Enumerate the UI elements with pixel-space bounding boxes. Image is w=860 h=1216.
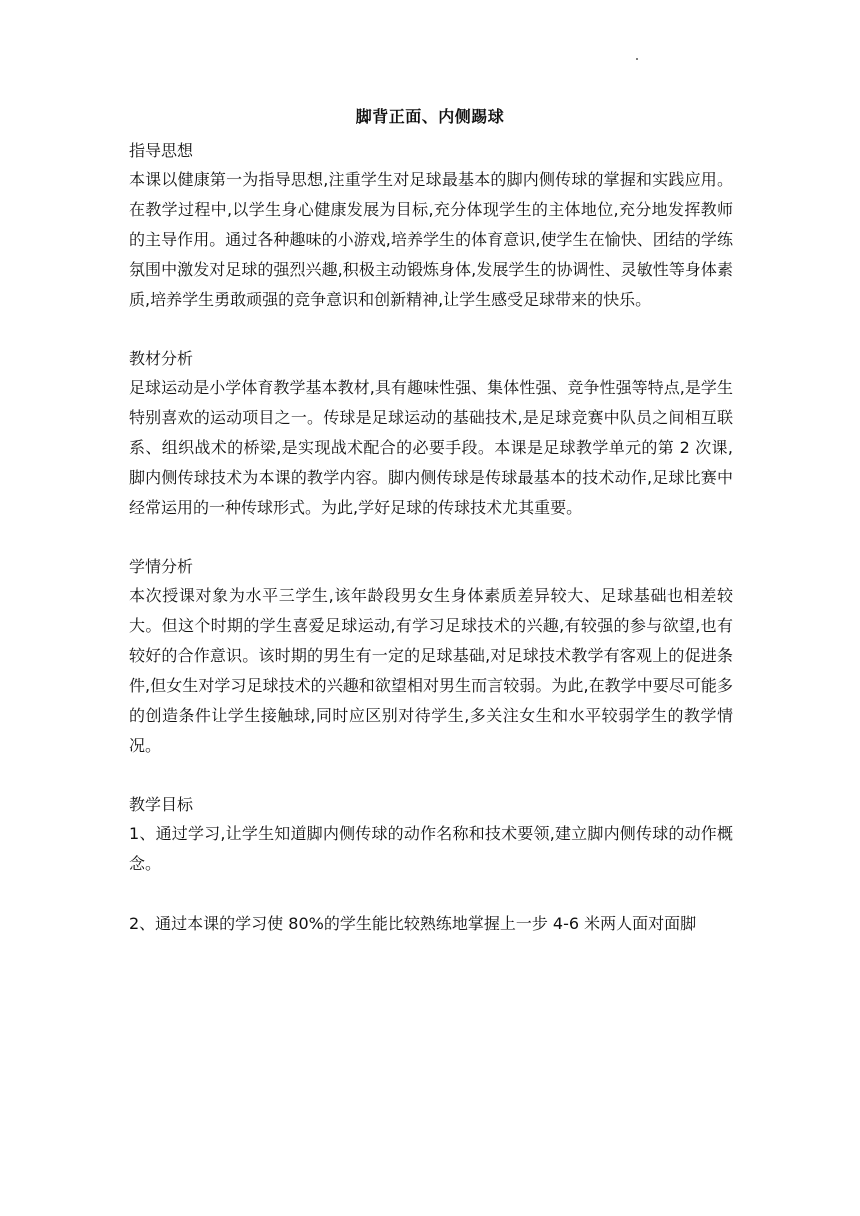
document-title: 脚背正面、内侧踢球 xyxy=(355,107,505,126)
section-text-student-analysis: 本次授课对象为水平三学生,该年龄段男女生身体素质差异较大、足球基础也相差较大。但这个时期的学生喜爱足球运动,有学习足球技术的兴趣,有较强的参与欲望,也有较好的合作意识。该时期的男生有一定的足球基础,对足球技术教学有客观上的促进条件,但女生对学习足球技术的兴趣和欲望相对男生而言较弱。为此,在教学中要尽可能多的创造条件让学生接触球,同时应区别对待学生,多关注女生和水平较弱学生的教学情况。 xyxy=(129,586,733,755)
section-heading-teaching-objectives: 教学目标 xyxy=(129,795,194,814)
section-heading-student-analysis: 学情分析 xyxy=(129,557,194,576)
section-heading-material-analysis: 教材分析 xyxy=(129,349,194,368)
section-text-material-analysis: 足球运动是小学体育教学基本教材,具有趣味性强、集体性强、竞争性强等特点,是学生特别喜欢的运动项目之一。传球是足球运动的基础技术,是足球竞赛中队员之间相互联系、组织战术的桥梁,是实现战术配合的必要手段。本课是足球教学单元的第 2 次课,脚内侧传球技术为本课的教学内容。脚内侧传球是传球最基本的技术动作,足球比赛中经常运用的一种传球形式。为此,学好足球的传球技术尤其重要。 xyxy=(129,378,733,517)
objective-item-1: 1、通过学习,让学生知道脚内侧传球的动作名称和技术要领,建立脚内侧传球的动作概念。 xyxy=(129,824,733,873)
section-text-guiding-ideology: 本课以健康第一为指导思想,注重学生对足球最基本的脚内侧传球的掌握和实践应用。在教学过程中,以学生身心健康发展为目标,充分体现学生的主体地位,充分地发挥教师的主导作用。通过各种趣味的小游戏,培养学生的体育意识,使学生在愉快、团结的学练氛围中激发对足球的强烈兴趣,积极主动锻炼身体,发展学生的协调性、灵敏性等身体素质,培养学生勇敢顽强的竞争意识和创新精神,让学生感受足球带来的快乐。 xyxy=(129,170,733,309)
page-mark xyxy=(636,58,638,60)
objective-item-2: 2、通过本课的学习使 80%的学生能比较熟练地掌握上一步 4-6 米两人面对面脚 xyxy=(129,914,697,933)
section-heading-guiding-ideology: 指导思想 xyxy=(129,141,194,160)
document-body xyxy=(129,137,733,939)
